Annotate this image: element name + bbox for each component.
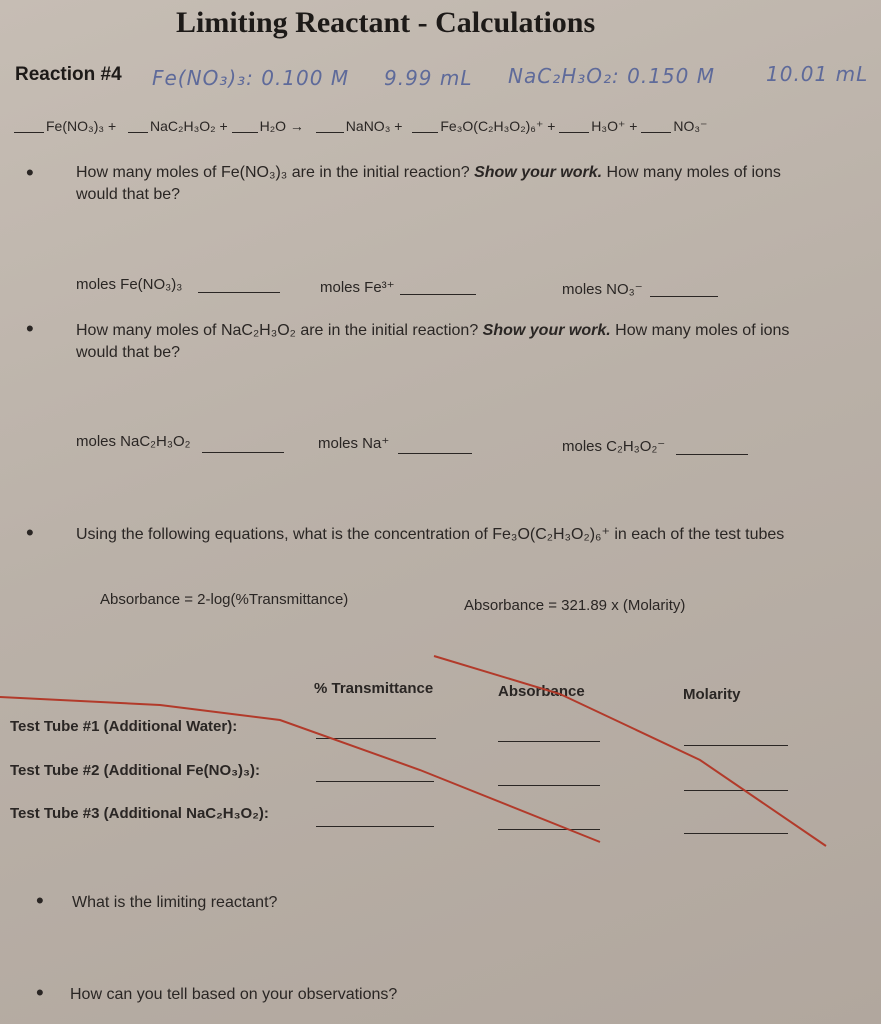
question-4: What is the limiting reactant? [72, 894, 278, 911]
header-transmittance: % Transmittance [314, 680, 434, 697]
page-title: Limiting Reactant - Calculations [176, 6, 596, 39]
strike-line-upper [434, 656, 826, 846]
handwritten-fe-volume: 9.99 mL [384, 66, 473, 90]
header-absorbance: Absorbance [498, 683, 585, 700]
eq-term-nano3: NaNO₃ + [345, 118, 403, 134]
question-5: How can you tell based on your observations? [70, 986, 398, 1003]
label-moles-no3-ion: moles NO₃⁻ [562, 281, 643, 298]
label-moles-fe-ion: moles Fe³⁺ [320, 279, 395, 296]
equation-absorbance-molarity: Absorbance = 321.89 x (Molarity) [464, 597, 686, 614]
eq-term-complex: Fe₃O(C₂H₃O₂)₆⁺ + [440, 118, 556, 134]
equation-absorbance-transmittance: Absorbance = 2-log(%Transmittance) [100, 591, 349, 608]
header-molarity: Molarity [683, 686, 741, 703]
bullet-icon: • [26, 160, 34, 185]
bullet-icon: • [36, 888, 44, 913]
eq-term-water: H₂O → [259, 118, 304, 134]
q1-prompt: How many moles of Fe(NO₃)₃ are in the initial reaction? [76, 164, 470, 181]
bullet-icon: • [26, 520, 34, 545]
row-test-tube-3: Test Tube #3 (Additional NaC₂H₃O₂): [10, 805, 269, 822]
label-moles-nac2h3o2: moles NaC₂H₃O₂ [76, 433, 191, 450]
question-3: Using the following equations, what is the concentration of Fe₃O(C₂H₃O₂)₆⁺ in each of the test tubes [76, 526, 785, 543]
q2-emphasis: Show your work. [482, 322, 611, 339]
label-moles-na-ion: moles Na⁺ [318, 435, 390, 452]
reaction-label: Reaction #4 [15, 64, 122, 85]
strike-line-lower [0, 697, 600, 842]
q1-tail: How many moles of ions would that be? [76, 164, 781, 203]
handwritten-na-volume: 10.01 mL [766, 62, 869, 86]
eq-term-h3o: H₃O⁺ + [591, 118, 638, 134]
row-test-tube-1: Test Tube #1 (Additional Water): [10, 718, 238, 735]
bullet-icon: • [26, 316, 34, 341]
q1-emphasis: Show your work. [474, 164, 603, 181]
q2-tail: How many moles of ions would that be? [76, 322, 790, 361]
bullet-icon: • [36, 980, 44, 1005]
eq-term-fe: Fe(NO₃)₃ + [46, 118, 117, 134]
row-test-tube-2: Test Tube #2 (Additional Fe(NO₃)₃): [10, 762, 260, 779]
label-moles-acetate-ion: moles C₂H₃O₂⁻ [562, 438, 666, 455]
handwritten-na-concentration: NaC₂H₃O₂: 0.150 M [508, 64, 715, 88]
eq-term-no3: NO₃⁻ [673, 118, 708, 134]
label-moles-fe-no3: moles Fe(NO₃)₃ [76, 276, 183, 293]
eq-term-na: NaC₂H₃O₂ + [150, 118, 228, 134]
handwritten-fe-concentration: Fe(NO₃)₃: 0.100 M [152, 66, 350, 90]
q2-prompt: How many moles of NaC₂H₃O₂ are in the initial reaction? [76, 322, 479, 339]
